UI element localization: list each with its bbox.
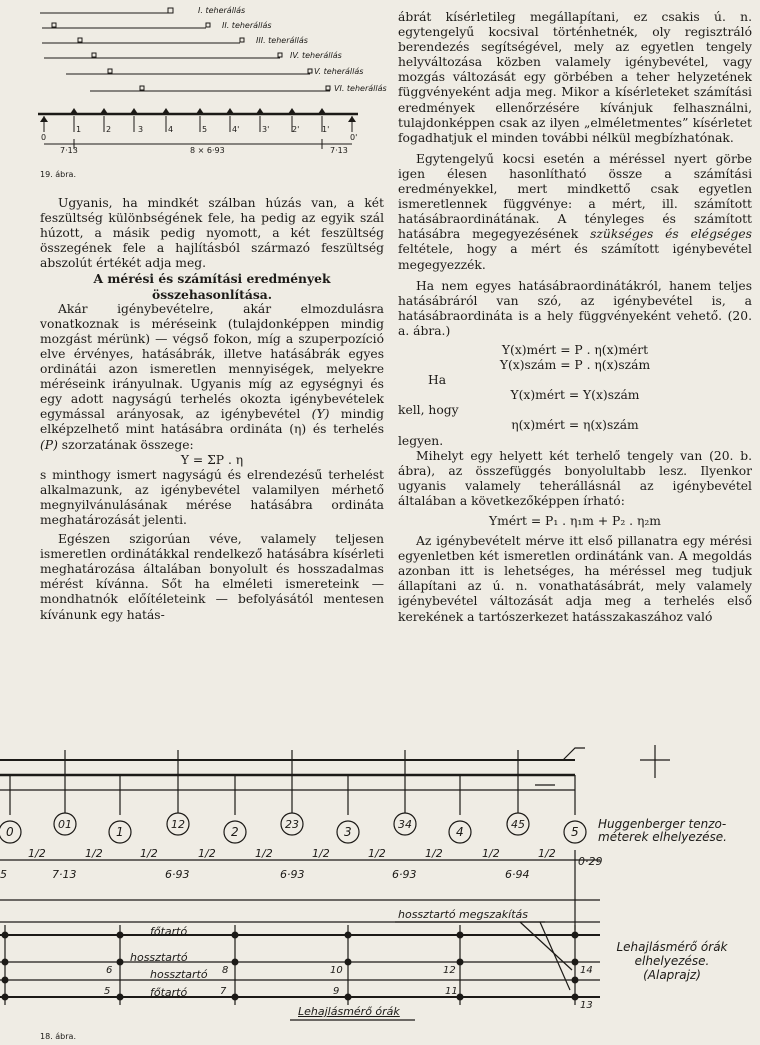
equation-b: Y(x)szám = P . η(x)szám	[499, 358, 651, 373]
fig18-top-01: 01	[58, 818, 72, 831]
fig18-beam-label-2: hossztartó	[130, 951, 188, 964]
fig19-dim-left: 7·13	[60, 146, 78, 155]
fig18-gauge-9: 9	[333, 986, 340, 997]
fig18-gauge-14: 14	[580, 965, 593, 976]
fig18-span-3: 6·93	[280, 868, 305, 881]
fig19-case-2: II. teherállás	[222, 21, 272, 30]
fig18-half-6: 1/2	[312, 847, 330, 860]
right-column	[398, 10, 752, 625]
right-paragraph-3: Ha nem egyes hatásábraordinátákról, hanem teljes hatásábráról van szó, az igénybevétel is, a hatásábraordináta is a hely függvényeként vehető. (20. a. ábra.)	[398, 278, 752, 338]
left-column	[40, 196, 384, 623]
fig18-main-3: 3	[344, 825, 352, 839]
fig19-dim-mid: 8 × 6·93	[190, 146, 225, 155]
fig18-gauge-11: 11	[445, 986, 458, 997]
fig19-case-3: III. teherállás	[256, 36, 308, 45]
fig18-top-23: 23	[285, 818, 299, 831]
fig18-span-2: 6·93	[165, 868, 190, 881]
fig18-span-1: 7·13	[52, 868, 77, 881]
fig19-node-2: 2	[106, 125, 112, 134]
fig18-half-3: 1/2	[140, 847, 158, 860]
left-paragraph-3: s minthogy ismert nagyságú és elrendezésű terhelést alkalmazunk, az igénybevétel valamilyen mérhető megnyilvánulásának mérése hatásábra ordináta meghatározását jelenti.	[40, 467, 384, 527]
equation-c: Y(x)mért = Y(x)szám	[510, 388, 640, 403]
fig18-span-4: 6·93	[392, 868, 417, 881]
fig19-node-0: 0	[41, 133, 47, 142]
fig19-caption: 19. ábra.	[40, 170, 76, 179]
fig18-top-45: 45	[511, 818, 525, 831]
section-title: A mérési és számítási eredmények összehasonlítása.	[93, 271, 331, 302]
fig18-half-1: 1/2	[28, 847, 46, 860]
fig18-gauge-10: 10	[330, 965, 343, 976]
fig18-gauge-label: Lehajlásmérő órák	[298, 1005, 400, 1018]
word-legyen: legyen.	[398, 433, 444, 448]
fig18-left-dim: 5	[0, 868, 7, 881]
word-kell: kell, hogy	[398, 403, 459, 418]
right-paragraph-2: Egytengelyű kocsi esetén a méréssel nyert görbe igen élesen hasonlítható össze a számítási eredményekkel, mert mindkettő csak egyetlen ismeretlennek függvénye: a mért, ill. számított hatásábraordinátának. A tényleges és számított hatásábra megegyezésének szükséges és elégséges feltétele, hogy a mért és számított igénybevétel megegyezzék.	[398, 151, 752, 272]
fig18-main-1: 1	[116, 825, 124, 839]
fig19-node-10: 0'	[350, 133, 358, 142]
fig18-top-34: 34	[398, 818, 412, 831]
fig18-beam-label-4: főtartó	[150, 986, 188, 999]
fig18-half-7: 1/2	[368, 847, 386, 860]
fig18-gauge-13: 13	[580, 1000, 593, 1011]
fig19-case-1: I. teherállás	[198, 6, 246, 15]
fig19-case-6: VI. teherállás	[334, 84, 387, 93]
fig18-gauge-6: 6	[106, 965, 113, 976]
fig18-top-12: 12	[171, 818, 185, 831]
left-paragraph-2: Akár igénybevételre, akár elmozdulásra vonatkoznak is méréseink (tulajdonképpen mindig mozgást mérünk) — végső fokon, míg a szuperpozíció elve érvényes, hatásábrák, illetve hatásábrák egyes ordinátái azon ismeretlen mennyiségek, melyekre méréseink irányulnak. Ugyanis míg az egységnyi és egy adott nagyságú terhelés okozta igénybevételek egymással arányosak, az igénybevétel (Y) mindig elképzelhető mint hatásábra ordináta (η) és terhelés (P) szorzatának összege:	[40, 301, 384, 452]
fig18-gauge-12: 12	[443, 965, 456, 976]
fig18-hossztarto-cut: hossztartó megszakítás	[398, 908, 528, 921]
fig19-node-8: 2'	[292, 125, 300, 134]
equation-a: Y(x)mért = P . η(x)mért	[501, 342, 649, 357]
fig18-half-10: 1/2	[538, 847, 556, 860]
fig18-main-0: 0	[6, 825, 14, 839]
fig19-dim-right: 7·13	[330, 146, 348, 155]
equation-sum: Y = ΣP . η	[180, 452, 244, 467]
fig19-node-9: 1'	[322, 125, 330, 134]
fig19-node-7: 3'	[262, 125, 270, 134]
fig18-half-5: 1/2	[255, 847, 273, 860]
equation-d: η(x)mért = η(x)szám	[511, 418, 639, 433]
fig19-node-5: 5	[202, 125, 208, 134]
fig19-case-5: V. teherállás	[314, 67, 364, 76]
fig18-main-4: 4	[456, 825, 464, 839]
fig18-half-8: 1/2	[425, 847, 443, 860]
fig18-tenzo-label: Huggenberger tenzo-méterek elhelyezése.	[598, 817, 727, 844]
fig18-half-2: 1/2	[85, 847, 103, 860]
right-paragraph-4: Mihelyt egy helyett két terhelő tengely van (20. b. ábra), az összefüggés bonyolultabb lesz. Ilyenkor ugyanis valamely teherállásnál az igénybevétel általában a következőképpen írható:	[398, 448, 752, 508]
fig18-gauge-8: 8	[222, 965, 229, 976]
fig18-main-2: 2	[231, 825, 239, 839]
fig18-small-dim: 0·29	[578, 855, 603, 868]
right-paragraph-1: ábrát kísérletileg megállapítani, ez csakis ú. n. egytengelyű kocsival történhetnék, oly regisztráló berendezés segítségével, mely az egyetlen tengely helyváltozása közben valamely igénybevétel, vagy mozgás változását egy görbében a teher helyzetének függvényeként adja meg. Mikor a kísérleteket számítási eredmények ellenőrzésére kívánjuk felhasználni, tulajdonképpen csak az ilyen „elméletmentes” kísérletet fogadhatjuk el minden további nélkül megbízhatónak.	[398, 10, 752, 145]
fig18-half-4: 1/2	[198, 847, 216, 860]
fig18-gauge-7: 7	[220, 986, 227, 997]
left-paragraph-1: Ugyanis, ha mindkét szálban húzás van, a két feszültség különbségének fele, ha pedig az egyik szál húzott, a másik pedig nyomott, a két feszültség összegének fele a hajlításból származó feszültség abszolút értékét adja meg.	[40, 196, 384, 271]
fig19-node-1: 1	[76, 125, 82, 134]
right-paragraph-5: Az igénybevételt mérve itt első pillanatra egy mérési egyenletben két ismeretlen ordinátánk van. A megoldás azonban itt is lehetséges, ha méréssel meg tudjuk állapítani az ú. n. vonathatásábrát, mely valamely igénybevétel változását adja meg a terhelés első kerekének a tartószerkezet hatásszakaszához való	[398, 534, 752, 624]
fig19-case-4: IV. teherállás	[290, 51, 342, 60]
left-paragraph-4: Egészen szigorúan véve, valamely teljesen ismeretlen ordinátákkal rendelkező hatásábra kísérleti meghatározása általában bonyolult és hosszadalmas mérést kívánna. Sőt ha elméleti ismereteink — mondhatnók előítéleteink — befolyásától mentesen kívánunk egy hatás-	[40, 532, 384, 622]
fig18-gauge-5: 5	[104, 986, 111, 997]
fig18-main-5: 5	[571, 825, 579, 839]
fig18-beam-label-1: főtartó	[150, 925, 188, 938]
fig19-node-3: 3	[138, 125, 144, 134]
fig18-caption: 18. ábra.	[40, 1032, 76, 1041]
fig19-node-4: 4	[168, 125, 174, 134]
fig19-node-6: 4'	[232, 125, 240, 134]
fig18-plan-label: Lehajlásmérő órák elhelyezése. (Alaprajz)	[616, 940, 728, 982]
word-ha: Ha	[428, 373, 447, 388]
fig18-beam-label-3: hossztartó	[150, 968, 208, 981]
equation-e: Ymért = P₁ . η₁m + P₂ . η₂m	[489, 514, 661, 528]
figure-18	[0, 740, 760, 1040]
fig18-span-5: 6·94	[505, 868, 530, 881]
fig18-half-9: 1/2	[482, 847, 500, 860]
